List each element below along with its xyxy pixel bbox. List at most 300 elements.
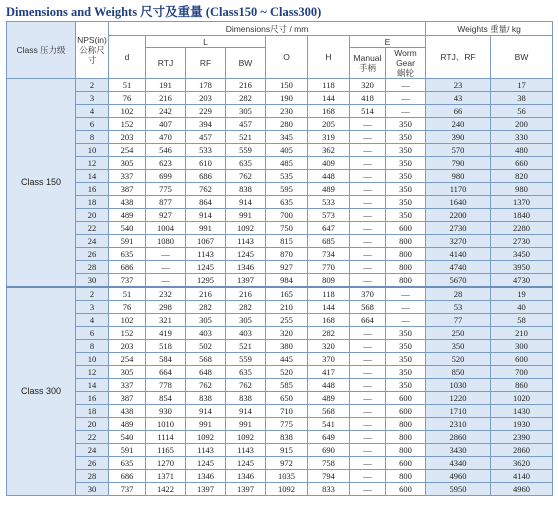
table-cell: 22 bbox=[76, 222, 109, 235]
table-cell: 38 bbox=[491, 92, 553, 105]
table-cell: 3620 bbox=[491, 457, 553, 470]
table-cell: 1020 bbox=[491, 392, 553, 405]
table-cell: 28 bbox=[76, 261, 109, 274]
header-weight-bw: BW bbox=[491, 36, 553, 79]
table-cell: — bbox=[350, 340, 386, 353]
table-cell: 403 bbox=[226, 327, 266, 340]
table-cell: — bbox=[350, 483, 386, 496]
table-row bbox=[7, 92, 553, 105]
table-cell: 16 bbox=[76, 392, 109, 405]
table-cell: 915 bbox=[266, 444, 308, 457]
table-cell: 1295 bbox=[186, 274, 226, 288]
table-cell: 699 bbox=[146, 170, 186, 183]
table-cell: 750 bbox=[266, 222, 308, 235]
table-cell: 984 bbox=[266, 274, 308, 288]
table-cell: 864 bbox=[186, 196, 226, 209]
table-cell: 14 bbox=[76, 379, 109, 392]
table-cell: 18 bbox=[76, 196, 109, 209]
table-cell: 3270 bbox=[426, 235, 491, 248]
table-cell: 23 bbox=[426, 79, 491, 92]
table-cell: 568 bbox=[350, 301, 386, 314]
table-cell: 305 bbox=[109, 157, 146, 170]
table-cell: — bbox=[350, 183, 386, 196]
table-cell: 514 bbox=[350, 105, 386, 118]
table-cell: 838 bbox=[186, 392, 226, 405]
table-cell: 28 bbox=[426, 287, 491, 301]
table-cell: 854 bbox=[146, 392, 186, 405]
table-cell: — bbox=[386, 301, 426, 314]
table-cell: — bbox=[350, 157, 386, 170]
table-cell: 16 bbox=[76, 183, 109, 196]
table-cell: 595 bbox=[266, 183, 308, 196]
table-cell: — bbox=[146, 248, 186, 261]
table-cell: 298 bbox=[146, 301, 186, 314]
table-cell: 635 bbox=[266, 196, 308, 209]
table-cell: 700 bbox=[266, 209, 308, 222]
table-row bbox=[7, 131, 553, 144]
table-cell: 585 bbox=[266, 379, 308, 392]
table-cell: 980 bbox=[426, 170, 491, 183]
table-cell: 690 bbox=[308, 444, 350, 457]
table-cell: 2 bbox=[76, 79, 109, 92]
table-cell: 387 bbox=[109, 392, 146, 405]
table-cell: 559 bbox=[226, 353, 266, 366]
table-cell: 591 bbox=[109, 235, 146, 248]
table-cell: 350 bbox=[386, 327, 426, 340]
table-cell: 518 bbox=[146, 340, 186, 353]
table-row bbox=[7, 418, 553, 431]
table-cell: 800 bbox=[386, 444, 426, 457]
table-cell: 770 bbox=[308, 261, 350, 274]
table-cell: 448 bbox=[308, 170, 350, 183]
table-cell: 203 bbox=[186, 92, 226, 105]
table-cell: 205 bbox=[308, 118, 350, 131]
table-cell: 1080 bbox=[146, 235, 186, 248]
table-row bbox=[7, 209, 553, 222]
table-cell: 1346 bbox=[186, 470, 226, 483]
table-row bbox=[7, 248, 553, 261]
table-cell: 635 bbox=[109, 457, 146, 470]
table-row bbox=[7, 274, 553, 288]
table-cell: 1035 bbox=[266, 470, 308, 483]
header-E-worm: Worm Gear 蜗轮 bbox=[386, 48, 426, 79]
table-cell: 43 bbox=[426, 92, 491, 105]
table-cell: 168 bbox=[308, 105, 350, 118]
table-row bbox=[7, 235, 553, 248]
table-cell: 533 bbox=[186, 144, 226, 157]
table-cell: 573 bbox=[308, 209, 350, 222]
table-row bbox=[7, 340, 553, 353]
table-cell: 3 bbox=[76, 301, 109, 314]
class-label: Class 150 bbox=[7, 79, 76, 288]
table-cell: 40 bbox=[491, 301, 553, 314]
table-cell: 914 bbox=[186, 209, 226, 222]
table-cell: 51 bbox=[109, 79, 146, 92]
table-cell: 3950 bbox=[491, 261, 553, 274]
table-cell: 930 bbox=[146, 405, 186, 418]
table-cell: 850 bbox=[426, 366, 491, 379]
table-cell: 800 bbox=[386, 248, 426, 261]
table-cell: 800 bbox=[386, 418, 426, 431]
table-cell: 1422 bbox=[146, 483, 186, 496]
table-cell: 1114 bbox=[146, 431, 186, 444]
table-cell: 26 bbox=[76, 457, 109, 470]
table-cell: 3430 bbox=[426, 444, 491, 457]
table-cell: 2860 bbox=[426, 431, 491, 444]
header-weight-rtj-rf: RTJ、RF bbox=[426, 36, 491, 79]
table-cell: 77 bbox=[426, 314, 491, 327]
table-cell: 350 bbox=[386, 118, 426, 131]
table-cell: 1143 bbox=[226, 444, 266, 457]
table-cell: 8 bbox=[76, 131, 109, 144]
table-cell: 1143 bbox=[226, 235, 266, 248]
table-cell: 30 bbox=[76, 483, 109, 496]
table-cell: 489 bbox=[109, 418, 146, 431]
table-cell: 76 bbox=[109, 92, 146, 105]
table-cell: 600 bbox=[386, 457, 426, 470]
table-cell: 927 bbox=[146, 209, 186, 222]
table-cell: 647 bbox=[308, 222, 350, 235]
table-cell: — bbox=[350, 444, 386, 457]
table-cell: 600 bbox=[386, 483, 426, 496]
table-cell: 1245 bbox=[186, 457, 226, 470]
table-cell: 438 bbox=[109, 405, 146, 418]
table-cell: — bbox=[350, 405, 386, 418]
table-cell: — bbox=[350, 144, 386, 157]
table-cell: 4 bbox=[76, 105, 109, 118]
table-cell: 664 bbox=[146, 366, 186, 379]
table-cell: 648 bbox=[186, 366, 226, 379]
table-cell: 337 bbox=[109, 379, 146, 392]
table-cell: — bbox=[350, 274, 386, 288]
table-cell: 2200 bbox=[426, 209, 491, 222]
table-row bbox=[7, 157, 553, 170]
table-cell: 1030 bbox=[426, 379, 491, 392]
table-cell: 4740 bbox=[426, 261, 491, 274]
table-cell: 1245 bbox=[226, 248, 266, 261]
table-cell: — bbox=[386, 92, 426, 105]
table-cell: — bbox=[350, 196, 386, 209]
table-cell: 489 bbox=[308, 183, 350, 196]
table-cell: 568 bbox=[308, 405, 350, 418]
table-cell: 762 bbox=[186, 379, 226, 392]
table-cell: 17 bbox=[491, 79, 553, 92]
table-row bbox=[7, 118, 553, 131]
table-cell: 210 bbox=[266, 301, 308, 314]
table-cell: 230 bbox=[266, 105, 308, 118]
table-cell: 540 bbox=[109, 431, 146, 444]
table-cell: 4140 bbox=[491, 470, 553, 483]
table-cell: 833 bbox=[308, 483, 350, 496]
table-cell: 991 bbox=[186, 418, 226, 431]
table-cell: 4340 bbox=[426, 457, 491, 470]
table-cell: 438 bbox=[109, 196, 146, 209]
table-cell: 710 bbox=[266, 405, 308, 418]
table-cell: 991 bbox=[186, 222, 226, 235]
table-cell: — bbox=[146, 261, 186, 274]
table-cell: 1840 bbox=[491, 209, 553, 222]
table-cell: 8 bbox=[76, 340, 109, 353]
table-row bbox=[7, 366, 553, 379]
table-cell: — bbox=[386, 287, 426, 301]
table-cell: 203 bbox=[109, 340, 146, 353]
table-cell: 350 bbox=[386, 366, 426, 379]
table-cell: 76 bbox=[109, 301, 146, 314]
table-cell: 26 bbox=[76, 248, 109, 261]
header-E: E bbox=[350, 36, 426, 48]
table-cell: 240 bbox=[426, 118, 491, 131]
table-row bbox=[7, 261, 553, 274]
table-row bbox=[7, 457, 553, 470]
table-cell: 12 bbox=[76, 157, 109, 170]
table-row bbox=[7, 431, 553, 444]
table-cell: 1092 bbox=[226, 431, 266, 444]
table-cell: 394 bbox=[186, 118, 226, 131]
table-cell: — bbox=[350, 392, 386, 405]
table-cell: 5670 bbox=[426, 274, 491, 288]
table-cell: — bbox=[350, 118, 386, 131]
table-cell: 1067 bbox=[186, 235, 226, 248]
table-cell: 321 bbox=[146, 314, 186, 327]
table-cell: 686 bbox=[186, 170, 226, 183]
table-cell: 600 bbox=[491, 353, 553, 366]
table-row bbox=[7, 405, 553, 418]
table-cell: 914 bbox=[226, 405, 266, 418]
table-row bbox=[7, 379, 553, 392]
table-cell: 635 bbox=[226, 157, 266, 170]
table-cell: 972 bbox=[266, 457, 308, 470]
table-cell: 242 bbox=[146, 105, 186, 118]
table-cell: 457 bbox=[226, 118, 266, 131]
table-row bbox=[7, 483, 553, 496]
table-cell: 417 bbox=[308, 366, 350, 379]
page-title: Dimensions and Weights 尺寸及重量 (Class150 ~ Class300) bbox=[6, 5, 322, 19]
table-cell: 778 bbox=[146, 379, 186, 392]
table-cell: — bbox=[350, 366, 386, 379]
table-cell: 686 bbox=[109, 470, 146, 483]
table-cell: 216 bbox=[186, 287, 226, 301]
table-cell: 1220 bbox=[426, 392, 491, 405]
table-cell: 3 bbox=[76, 92, 109, 105]
table-cell: 570 bbox=[426, 144, 491, 157]
table-cell: 6 bbox=[76, 118, 109, 131]
table-cell: 18 bbox=[76, 405, 109, 418]
table-cell: 1430 bbox=[491, 405, 553, 418]
table-cell: 686 bbox=[109, 261, 146, 274]
table-cell: 305 bbox=[226, 105, 266, 118]
table-cell: 600 bbox=[386, 405, 426, 418]
table-cell: 820 bbox=[491, 170, 553, 183]
table-cell: 448 bbox=[308, 379, 350, 392]
table-cell: 1371 bbox=[146, 470, 186, 483]
table-cell: — bbox=[350, 222, 386, 235]
table-cell: 485 bbox=[266, 157, 308, 170]
table-cell: 2730 bbox=[426, 222, 491, 235]
table-cell: 927 bbox=[266, 261, 308, 274]
table-cell: 350 bbox=[386, 131, 426, 144]
table-cell: 319 bbox=[308, 131, 350, 144]
table-cell: 520 bbox=[426, 353, 491, 366]
header-class: Class 压力级 bbox=[7, 22, 76, 79]
table-cell: 1346 bbox=[226, 261, 266, 274]
table-cell: 229 bbox=[186, 105, 226, 118]
table-cell: 418 bbox=[350, 92, 386, 105]
table-cell: 362 bbox=[308, 144, 350, 157]
table-cell: 600 bbox=[386, 222, 426, 235]
table-cell: 520 bbox=[266, 366, 308, 379]
table-cell: 1397 bbox=[226, 274, 266, 288]
table-cell: 337 bbox=[109, 170, 146, 183]
table-cell: 650 bbox=[266, 392, 308, 405]
table-cell: 762 bbox=[186, 183, 226, 196]
table-cell: 870 bbox=[266, 248, 308, 261]
table-cell: 390 bbox=[426, 131, 491, 144]
table-cell: 1092 bbox=[226, 222, 266, 235]
table-row bbox=[7, 444, 553, 457]
table-cell: 775 bbox=[266, 418, 308, 431]
table-cell: 10 bbox=[76, 353, 109, 366]
header-L-rtj: RTJ bbox=[146, 48, 186, 79]
header-L-rf: RF bbox=[186, 48, 226, 79]
table-cell: 2310 bbox=[426, 418, 491, 431]
table-cell: 152 bbox=[109, 118, 146, 131]
table-cell: 860 bbox=[491, 379, 553, 392]
table-cell: 1165 bbox=[146, 444, 186, 457]
header-O: O bbox=[266, 36, 308, 79]
header-weights: Weights 重量/ kg bbox=[426, 22, 553, 36]
table-cell: 6 bbox=[76, 327, 109, 340]
table-cell: 350 bbox=[426, 340, 491, 353]
class-label: Class 300 bbox=[7, 287, 76, 496]
table-cell: 370 bbox=[350, 287, 386, 301]
table-cell: 403 bbox=[186, 327, 226, 340]
table-cell: 330 bbox=[491, 131, 553, 144]
table-cell: 152 bbox=[109, 327, 146, 340]
table-cell: 320 bbox=[350, 79, 386, 92]
table-cell: 1143 bbox=[186, 444, 226, 457]
table-cell: 790 bbox=[426, 157, 491, 170]
table-cell: — bbox=[350, 235, 386, 248]
table-cell: 758 bbox=[308, 457, 350, 470]
table-row bbox=[7, 353, 553, 366]
table-cell: 480 bbox=[491, 144, 553, 157]
table-cell: 2 bbox=[76, 287, 109, 301]
table-cell: 178 bbox=[186, 79, 226, 92]
table-cell: 254 bbox=[109, 353, 146, 366]
table-cell: 800 bbox=[386, 470, 426, 483]
table-cell: 1930 bbox=[491, 418, 553, 431]
table-cell: 762 bbox=[226, 379, 266, 392]
table-cell: 502 bbox=[186, 340, 226, 353]
table-row bbox=[7, 222, 553, 235]
table-cell: 14 bbox=[76, 170, 109, 183]
table-cell: 1370 bbox=[491, 196, 553, 209]
table-cell: 250 bbox=[426, 327, 491, 340]
table-cell: 635 bbox=[109, 248, 146, 261]
table-cell: 489 bbox=[109, 209, 146, 222]
table-cell: — bbox=[350, 470, 386, 483]
table-cell: 305 bbox=[186, 314, 226, 327]
table-cell: 380 bbox=[266, 340, 308, 353]
table-cell: 1010 bbox=[146, 418, 186, 431]
table-cell: 775 bbox=[146, 183, 186, 196]
table-cell: 838 bbox=[266, 431, 308, 444]
table-cell: 305 bbox=[109, 366, 146, 379]
table-cell: 4960 bbox=[491, 483, 553, 496]
table-cell: 533 bbox=[308, 196, 350, 209]
table-cell: 56 bbox=[491, 105, 553, 118]
table-cell: 838 bbox=[226, 183, 266, 196]
table-cell: 1092 bbox=[186, 431, 226, 444]
table-row bbox=[7, 287, 553, 301]
table-cell: 405 bbox=[266, 144, 308, 157]
table-cell: 350 bbox=[386, 353, 426, 366]
table-cell: 800 bbox=[386, 274, 426, 288]
table-cell: — bbox=[146, 274, 186, 288]
table-cell: 20 bbox=[76, 209, 109, 222]
table-cell: 10 bbox=[76, 144, 109, 157]
dimensions-table bbox=[6, 21, 553, 496]
table-cell: 838 bbox=[226, 392, 266, 405]
table-cell: 350 bbox=[386, 170, 426, 183]
table-cell: 521 bbox=[226, 340, 266, 353]
table-cell: — bbox=[350, 457, 386, 470]
table-cell: 28 bbox=[76, 470, 109, 483]
table-row bbox=[7, 301, 553, 314]
table-cell: 24 bbox=[76, 235, 109, 248]
table-cell: 470 bbox=[146, 131, 186, 144]
table-cell: 1710 bbox=[426, 405, 491, 418]
table-row bbox=[7, 79, 553, 92]
table-cell: 1170 bbox=[426, 183, 491, 196]
table-cell: 914 bbox=[226, 196, 266, 209]
table-cell: 1270 bbox=[146, 457, 186, 470]
table-cell: 300 bbox=[491, 340, 553, 353]
table-cell: — bbox=[350, 431, 386, 444]
table-row bbox=[7, 314, 553, 327]
table-cell: 685 bbox=[308, 235, 350, 248]
header-H: H bbox=[308, 36, 350, 79]
table-cell: 203 bbox=[109, 131, 146, 144]
table-cell: 350 bbox=[386, 379, 426, 392]
table-cell: 489 bbox=[308, 392, 350, 405]
table-cell: 4140 bbox=[426, 248, 491, 261]
header-L: L bbox=[146, 36, 266, 48]
table-cell: 409 bbox=[308, 157, 350, 170]
table-cell: 535 bbox=[266, 170, 308, 183]
table-cell: 191 bbox=[146, 79, 186, 92]
table-cell: 809 bbox=[308, 274, 350, 288]
table-cell: 635 bbox=[226, 366, 266, 379]
table-cell: 541 bbox=[308, 418, 350, 431]
table-cell: 4 bbox=[76, 314, 109, 327]
table-cell: 387 bbox=[109, 183, 146, 196]
table-cell: 660 bbox=[491, 157, 553, 170]
table-cell: — bbox=[350, 261, 386, 274]
table-cell: 118 bbox=[308, 79, 350, 92]
header-E-manual: Manual 手柄 bbox=[350, 48, 386, 79]
table-cell: 1346 bbox=[226, 470, 266, 483]
table-cell: 546 bbox=[146, 144, 186, 157]
table-cell: 232 bbox=[146, 287, 186, 301]
table-cell: 51 bbox=[109, 287, 146, 301]
table-cell: 12 bbox=[76, 366, 109, 379]
table-cell: 991 bbox=[226, 209, 266, 222]
table-cell: 165 bbox=[266, 287, 308, 301]
table-cell: — bbox=[350, 209, 386, 222]
table-cell: 118 bbox=[308, 287, 350, 301]
table-cell: 19 bbox=[491, 287, 553, 301]
